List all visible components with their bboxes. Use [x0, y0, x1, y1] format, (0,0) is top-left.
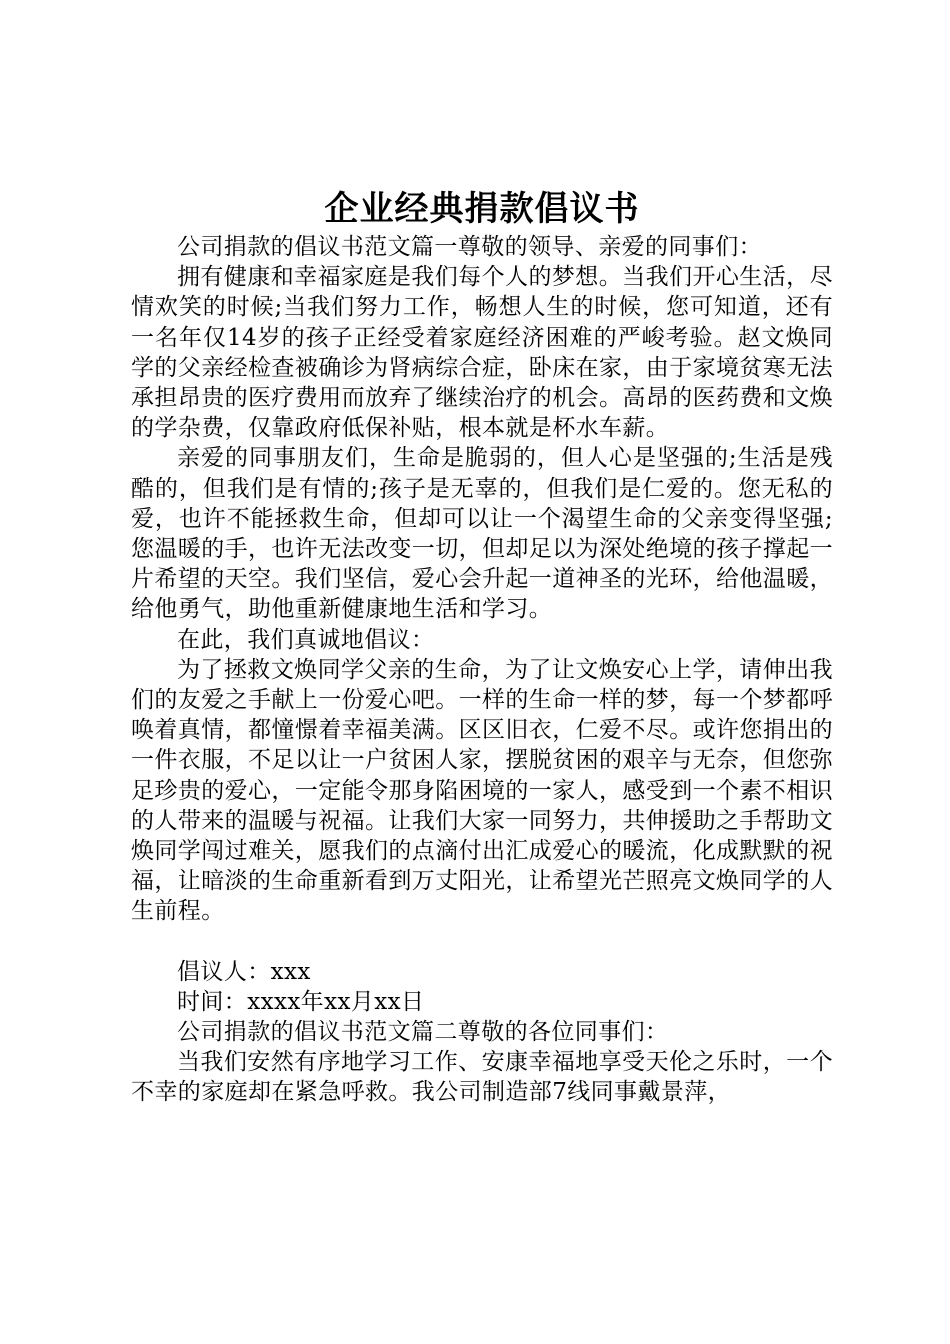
document-title: 企业经典捐款倡议书: [324, 189, 640, 229]
paragraph-intro-1: 公司捐款的倡议书范文篇一尊敬的领导、亲爱的同事们：: [177, 234, 762, 260]
paragraph-appeal: 亲爱的同事朋友们，生命是脆弱的，但人心是坚强的;生活是残酷的，但我们是有情的;孩子是无辜的，但我们是仁爱的。您无私的爱，也许不能拯救生命，但却可以让一个渴望生命的父亲变得坚强;您温暖的手，也许无法改变一切，但却足以为深处绝境的孩子撑起一片希望的天空。我们坚信，爱心会升起一道神圣的光环，给他温暖，给他勇气，助他重新健康地生活和学习。: [131, 445, 833, 623]
paragraph-proposal: 为了拯救文焕同学父亲的生命，为了让文焕安心上学，请伸出我们的友爱之手献上一份爱心吧。一样的生命一样的梦，每一个梦都呼唤着真情，都憧憬着幸福美满。区区旧衣，仁爱不尽。或许您捐出的一件衣服，不足以让一户贫困人家，摆脱贫困的艰辛与无奈，但您弥足珍贵的爱心，一定能令那身陷困境的一家人，感受到一个素不相识的人带来的温暖与祝福。让我们大家一同努力，共伸援助之手帮助文焕同学闯过难关，愿我们的点滴付出汇成爱心的暖流，化成默默的祝福，让暗淡的生命重新看到万丈阳光，让希望光芒照亮文焕同学的人生前程。: [131, 656, 833, 925]
blank-line: [131, 927, 833, 957]
signature-initiator: 倡议人：xxx: [177, 958, 311, 985]
signature-date: 时间：xxxx年xx月xx日: [177, 988, 425, 1015]
paragraph-second-situation: 当我们安然有序地学习工作、安康幸福地享受天伦之乐时，一个不幸的家庭却在紧急呼救。我公司制造部7线同事戴景萍，: [131, 1049, 833, 1106]
paragraph-situation: 拥有健康和幸福家庭是我们每个人的梦想。当我们开心生活，尽情欢笑的时候;当我们努力工作，畅想人生的时候，您可知道，还有一名年仅14岁的孩子正经受着家庭经济困难的严峻考验。赵文焕同学的父亲经检查被确诊为肾病综合症，卧床在家，由于家境贫寒无法承担昂贵的医疗费用而放弃了继续治疗的机会。高昂的医药费和文焕的学杂费，仅靠政府低保补贴，根本就是杯水车薪。: [131, 264, 833, 442]
paragraph-intro-2: 公司捐款的倡议书范文篇二尊敬的各位同事们：: [177, 1019, 669, 1046]
paragraph-proposal-lead: 在此，我们真诚地倡议：: [177, 626, 435, 653]
document-body: [131, 186, 833, 1108]
